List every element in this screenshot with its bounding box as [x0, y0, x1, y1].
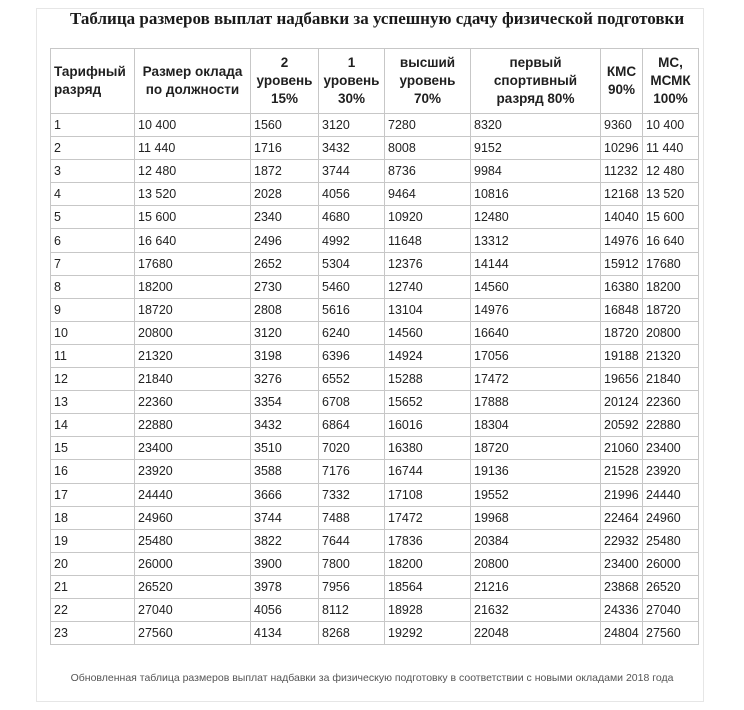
cell-first-sport-rank: 17056	[471, 344, 601, 367]
cell-first-sport-rank: 17888	[471, 391, 601, 414]
header-cell-grade: Тарифный разряд	[51, 49, 135, 114]
table-row	[51, 252, 699, 275]
cell-kms: 23400	[601, 552, 643, 575]
cell-top-level: 10920	[385, 206, 471, 229]
cell-level1: 8268	[319, 622, 385, 645]
cell-top-level: 16744	[385, 460, 471, 483]
cell-top-level: 7280	[385, 114, 471, 137]
table-row	[51, 414, 699, 437]
cell-first-sport-rank: 16640	[471, 321, 601, 344]
table-row	[51, 552, 699, 575]
table-caption: Обновленная таблица размеров выплат надбавки за физическую подготовку в соответствии с новыми окладами 2018 года	[70, 672, 674, 684]
cell-top-level: 12376	[385, 252, 471, 275]
cell-level2: 2028	[251, 183, 319, 206]
table-row	[51, 229, 699, 252]
cell-level1: 5304	[319, 252, 385, 275]
cell-kms: 9360	[601, 114, 643, 137]
header-cell-level1: 1 уровень 30%	[319, 49, 385, 114]
header-cell-level2: 2 уровень 15%	[251, 49, 319, 114]
cell-level1: 5460	[319, 275, 385, 298]
cell-level2: 3822	[251, 529, 319, 552]
cell-kms: 16848	[601, 298, 643, 321]
cell-top-level: 11648	[385, 229, 471, 252]
cell-level2: 4134	[251, 622, 319, 645]
cell-top-level: 17108	[385, 483, 471, 506]
cell-top-level: 8008	[385, 137, 471, 160]
cell-kms: 10296	[601, 137, 643, 160]
cell-kms: 23868	[601, 575, 643, 598]
cell-top-level: 18564	[385, 575, 471, 598]
cell-salary: 18720	[135, 298, 251, 321]
cell-salary: 11 440	[135, 137, 251, 160]
cell-first-sport-rank: 21216	[471, 575, 601, 598]
cell-grade: 10	[51, 321, 135, 344]
cell-first-sport-rank: 14976	[471, 298, 601, 321]
cell-top-level: 18928	[385, 598, 471, 621]
cell-salary: 27040	[135, 598, 251, 621]
cell-level2: 2340	[251, 206, 319, 229]
cell-salary: 21320	[135, 344, 251, 367]
cell-grade: 18	[51, 506, 135, 529]
cell-grade: 4	[51, 183, 135, 206]
cell-first-sport-rank: 8320	[471, 114, 601, 137]
cell-grade: 17	[51, 483, 135, 506]
cell-salary: 17680	[135, 252, 251, 275]
cell-ms-msmk: 26520	[643, 575, 699, 598]
cell-grade: 6	[51, 229, 135, 252]
cell-first-sport-rank: 9984	[471, 160, 601, 183]
cell-grade: 14	[51, 414, 135, 437]
cell-top-level: 9464	[385, 183, 471, 206]
table-row	[51, 622, 699, 645]
cell-top-level: 14560	[385, 321, 471, 344]
cell-top-level: 16016	[385, 414, 471, 437]
table-row	[51, 114, 699, 137]
cell-first-sport-rank: 14560	[471, 275, 601, 298]
cell-level2: 3666	[251, 483, 319, 506]
cell-first-sport-rank: 18720	[471, 437, 601, 460]
cell-level1: 7332	[319, 483, 385, 506]
cell-grade: 12	[51, 368, 135, 391]
cell-grade: 5	[51, 206, 135, 229]
cell-ms-msmk: 17680	[643, 252, 699, 275]
cell-kms: 21060	[601, 437, 643, 460]
cell-top-level: 15288	[385, 368, 471, 391]
cell-salary: 26520	[135, 575, 251, 598]
cell-ms-msmk: 11 440	[643, 137, 699, 160]
cell-level2: 3432	[251, 414, 319, 437]
cell-salary: 18200	[135, 275, 251, 298]
cell-kms: 21996	[601, 483, 643, 506]
header-cell-kms: КМС 90%	[601, 49, 643, 114]
table-row	[51, 298, 699, 321]
cell-kms: 12168	[601, 183, 643, 206]
cell-level1: 6552	[319, 368, 385, 391]
cell-grade: 8	[51, 275, 135, 298]
cell-first-sport-rank: 20800	[471, 552, 601, 575]
table-row	[51, 275, 699, 298]
cell-level2: 3120	[251, 321, 319, 344]
cell-first-sport-rank: 22048	[471, 622, 601, 645]
cell-level1: 7488	[319, 506, 385, 529]
cell-first-sport-rank: 21632	[471, 598, 601, 621]
cell-kms: 15912	[601, 252, 643, 275]
cell-ms-msmk: 18200	[643, 275, 699, 298]
cell-level1: 4056	[319, 183, 385, 206]
cell-level2: 1872	[251, 160, 319, 183]
cell-salary: 24960	[135, 506, 251, 529]
cell-ms-msmk: 15 600	[643, 206, 699, 229]
cell-grade: 23	[51, 622, 135, 645]
cell-kms: 14976	[601, 229, 643, 252]
cell-grade: 22	[51, 598, 135, 621]
cell-ms-msmk: 24960	[643, 506, 699, 529]
cell-first-sport-rank: 20384	[471, 529, 601, 552]
cell-top-level: 17472	[385, 506, 471, 529]
cell-level1: 6708	[319, 391, 385, 414]
cell-salary: 10 400	[135, 114, 251, 137]
cell-ms-msmk: 20800	[643, 321, 699, 344]
cell-level2: 4056	[251, 598, 319, 621]
table-row	[51, 391, 699, 414]
cell-grade: 3	[51, 160, 135, 183]
cell-ms-msmk: 16 640	[643, 229, 699, 252]
cell-first-sport-rank: 12480	[471, 206, 601, 229]
cell-level1: 7020	[319, 437, 385, 460]
cell-top-level: 14924	[385, 344, 471, 367]
cell-level2: 2496	[251, 229, 319, 252]
cell-grade: 2	[51, 137, 135, 160]
cell-level1: 8112	[319, 598, 385, 621]
cell-level2: 2730	[251, 275, 319, 298]
table-row	[51, 344, 699, 367]
cell-level1: 3432	[319, 137, 385, 160]
cell-first-sport-rank: 19552	[471, 483, 601, 506]
cell-level1: 6396	[319, 344, 385, 367]
cell-salary: 23920	[135, 460, 251, 483]
cell-kms: 20124	[601, 391, 643, 414]
cell-ms-msmk: 22880	[643, 414, 699, 437]
cell-first-sport-rank: 18304	[471, 414, 601, 437]
cell-ms-msmk: 24440	[643, 483, 699, 506]
cell-level1: 6240	[319, 321, 385, 344]
cell-level1: 5616	[319, 298, 385, 321]
cell-salary: 15 600	[135, 206, 251, 229]
cell-ms-msmk: 23920	[643, 460, 699, 483]
cell-salary: 27560	[135, 622, 251, 645]
cell-ms-msmk: 25480	[643, 529, 699, 552]
header-cell-top-level: высший уровень 70%	[385, 49, 471, 114]
cell-first-sport-rank: 10816	[471, 183, 601, 206]
cell-first-sport-rank: 19968	[471, 506, 601, 529]
cell-top-level: 15652	[385, 391, 471, 414]
cell-top-level: 13104	[385, 298, 471, 321]
cell-grade: 16	[51, 460, 135, 483]
cell-ms-msmk: 21320	[643, 344, 699, 367]
cell-salary: 22360	[135, 391, 251, 414]
cell-first-sport-rank: 13312	[471, 229, 601, 252]
header-cell-first-sport-rank: первый спортивный разряд 80%	[471, 49, 601, 114]
cell-kms: 18720	[601, 321, 643, 344]
cell-kms: 24804	[601, 622, 643, 645]
cell-salary: 13 520	[135, 183, 251, 206]
cell-ms-msmk: 10 400	[643, 114, 699, 137]
page-title: Таблица размеров выплат надбавки за успешную сдачу физической подготовки	[70, 9, 685, 28]
table-row	[51, 368, 699, 391]
cell-level2: 3978	[251, 575, 319, 598]
table-row	[51, 183, 699, 206]
cell-kms: 19188	[601, 344, 643, 367]
cell-grade: 19	[51, 529, 135, 552]
cell-grade: 13	[51, 391, 135, 414]
cell-salary: 22880	[135, 414, 251, 437]
table-row	[51, 460, 699, 483]
cell-grade: 1	[51, 114, 135, 137]
cell-first-sport-rank: 17472	[471, 368, 601, 391]
cell-level2: 2652	[251, 252, 319, 275]
table-row	[51, 160, 699, 183]
cell-kms: 24336	[601, 598, 643, 621]
table-row	[51, 483, 699, 506]
header-row	[51, 49, 699, 114]
table-row	[51, 529, 699, 552]
cell-level2: 3744	[251, 506, 319, 529]
cell-salary: 20800	[135, 321, 251, 344]
cell-top-level: 17836	[385, 529, 471, 552]
cell-grade: 20	[51, 552, 135, 575]
cell-grade: 7	[51, 252, 135, 275]
cell-kms: 11232	[601, 160, 643, 183]
cell-level1: 3120	[319, 114, 385, 137]
table-row	[51, 137, 699, 160]
cell-grade: 21	[51, 575, 135, 598]
cell-level1: 4680	[319, 206, 385, 229]
cell-kms: 14040	[601, 206, 643, 229]
cell-kms: 22932	[601, 529, 643, 552]
cell-level1: 6864	[319, 414, 385, 437]
table-row	[51, 575, 699, 598]
table-row	[51, 321, 699, 344]
table-row	[51, 598, 699, 621]
table-row	[51, 506, 699, 529]
header-cell-salary: Размер оклада по должности	[135, 49, 251, 114]
cell-salary: 12 480	[135, 160, 251, 183]
cell-level1: 4992	[319, 229, 385, 252]
cell-ms-msmk: 27040	[643, 598, 699, 621]
cell-level2: 1716	[251, 137, 319, 160]
cell-level2: 3900	[251, 552, 319, 575]
table-body	[51, 114, 699, 645]
cell-ms-msmk: 18720	[643, 298, 699, 321]
cell-first-sport-rank: 9152	[471, 137, 601, 160]
cell-top-level: 8736	[385, 160, 471, 183]
cell-salary: 23400	[135, 437, 251, 460]
cell-grade: 15	[51, 437, 135, 460]
cell-salary: 26000	[135, 552, 251, 575]
cell-kms: 22464	[601, 506, 643, 529]
cell-kms: 20592	[601, 414, 643, 437]
cell-grade: 9	[51, 298, 135, 321]
cell-salary: 16 640	[135, 229, 251, 252]
cell-salary: 21840	[135, 368, 251, 391]
cell-salary: 24440	[135, 483, 251, 506]
cell-ms-msmk: 27560	[643, 622, 699, 645]
cell-level1: 3744	[319, 160, 385, 183]
header-cell-ms-msmk: МС, МСМК 100%	[643, 49, 699, 114]
cell-top-level: 12740	[385, 275, 471, 298]
cell-kms: 21528	[601, 460, 643, 483]
cell-ms-msmk: 12 480	[643, 160, 699, 183]
cell-level2: 3510	[251, 437, 319, 460]
cell-grade: 11	[51, 344, 135, 367]
table-row	[51, 437, 699, 460]
cell-level2: 3588	[251, 460, 319, 483]
cell-ms-msmk: 22360	[643, 391, 699, 414]
cell-ms-msmk: 21840	[643, 368, 699, 391]
cell-ms-msmk: 26000	[643, 552, 699, 575]
cell-top-level: 18200	[385, 552, 471, 575]
cell-level2: 3276	[251, 368, 319, 391]
cell-level2: 3354	[251, 391, 319, 414]
cell-ms-msmk: 13 520	[643, 183, 699, 206]
cell-level1: 7644	[319, 529, 385, 552]
cell-level1: 7176	[319, 460, 385, 483]
cell-level2: 1560	[251, 114, 319, 137]
cell-first-sport-rank: 19136	[471, 460, 601, 483]
table-row	[51, 206, 699, 229]
cell-level1: 7956	[319, 575, 385, 598]
cell-level2: 2808	[251, 298, 319, 321]
allowance-table	[50, 48, 699, 645]
cell-ms-msmk: 23400	[643, 437, 699, 460]
cell-top-level: 16380	[385, 437, 471, 460]
cell-level2: 3198	[251, 344, 319, 367]
cell-first-sport-rank: 14144	[471, 252, 601, 275]
cell-top-level: 19292	[385, 622, 471, 645]
cell-level1: 7800	[319, 552, 385, 575]
cell-kms: 19656	[601, 368, 643, 391]
cell-kms: 16380	[601, 275, 643, 298]
cell-salary: 25480	[135, 529, 251, 552]
